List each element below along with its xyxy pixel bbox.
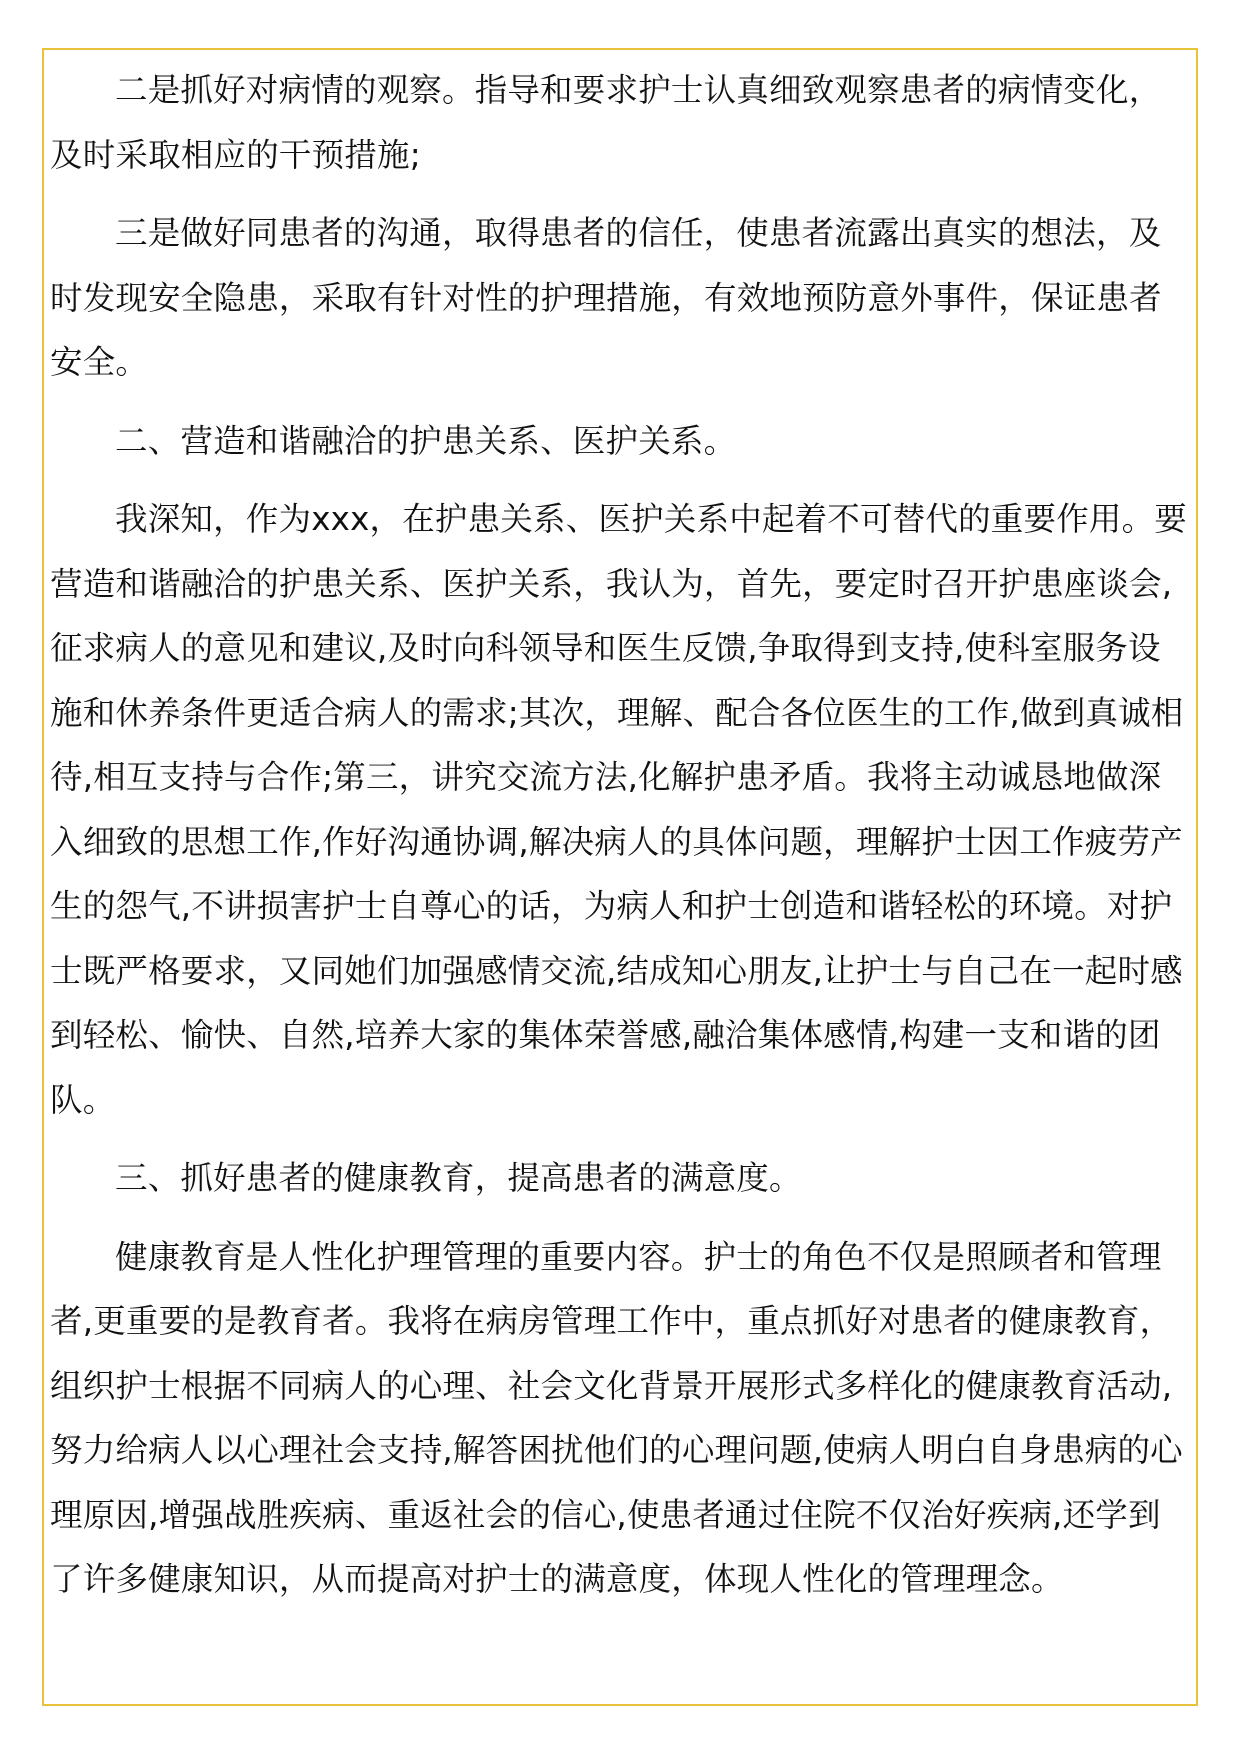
- section-heading-education: 三、抓好患者的健康教育，提高患者的满意度。: [115, 1159, 802, 1197]
- paragraph-education: 健康教育是人性化护理管理的重要内容。护士的角色不仅是照顾者和管理者,更重要的是教育者。我将在病房管理工作中，重点抓好对患者的健康教育，组织护士根据不同病人的心理、社会文化背景开展形式多样化的健康教育活动,努力给病人以心理社会支持,解答困扰他们的心理问题,使病人明白自身患病的心理原因,增强战胜疾病、重返社会的信心,使患者通过住院不仅治好疾病,还学到了许多健康知识，从而提高对护士的满意度，体现人性化的管理理念。: [50, 1237, 1183, 1598]
- section-heading-relations: 二、营造和谐融洽的护患关系、医护关系。: [115, 421, 737, 460]
- paragraph-relations: 我深知，作为xxx，在护患关系、医护关系中起着不可替代的重要作用。要营造和谐融洽的护患关系、医护关系，我认为，首先，要定时召开护患座谈会,征求病人的意见和建议,及时向科领导和医生反馈,争取得到支持,使科室服务设施和休养条件更适合病人的需求;其次，理解、配合各位医生的工作,做到真诚相待,相互支持与合作;第三，讲究交流方法,化解护患矛盾。我将主动诚恳地做深入细致的思想工作,作好沟通协调,解决病人的具体问题，理解护士因工作疲劳产生的怨气,不讲损害护士自尊心的话，为病人和护士创造和谐轻松的环境。对护士既严格要求，又同她们加强感情交流,结成知心朋友,让护士与自己在一起时感到轻松、愉快、自然,培养大家的集体荣誉感,融洽集体感情,构建一支和谐的团队。: [50, 500, 1188, 1119]
- paragraph-communication: 三是做好同患者的沟通，取得患者的信任，使患者流露出真实的想法，及时发现安全隐患，采取有针对性的护理措施，有效地预防意外事件，保证患者安全。: [50, 214, 1162, 381]
- paragraph-observation: 二是抓好对病情的观察。指导和要求护士认真细致观察患者的病情变化，及时采取相应的干预措施;: [50, 71, 1162, 174]
- document-body: [50, 58, 1190, 1626]
